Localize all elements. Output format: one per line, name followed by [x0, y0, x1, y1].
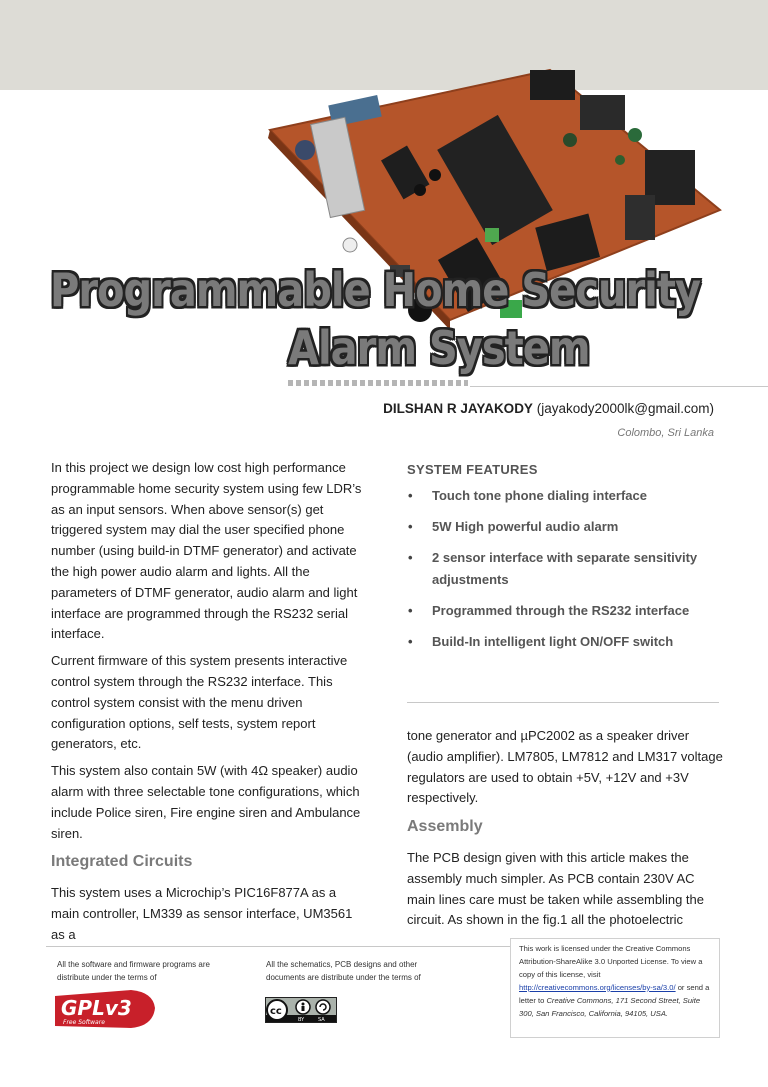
integrated-circuits-heading: Integrated Circuits	[51, 853, 193, 871]
firmware-paragraph: Current firmware of this system presents interactive control system through the RS232 interface. This control system consist with the menu driven configuration options, self tests, system report generators, etc.	[51, 653, 348, 752]
license-intro: This work is licensed under the Creative Commons Attribution-ShareAlike 3.0 Unported License. To view a copy of this license, visit	[519, 944, 703, 979]
title-line-2: Alarm System	[288, 322, 590, 376]
feature-item: • Build-In intelligent light ON/OFF switch	[407, 631, 719, 653]
assembly-paragraph: The PCB design given with this article makes the assembly much simpler. As PCB contain 230V AC main lines care must be taken while assembling the circuit. As shown in the fig.1 all the photoelectric	[407, 849, 704, 928]
author-line	[383, 401, 714, 416]
intro-paragraph: In this project we design low cost high performance programmable home security system using few LDR’s as an input sensors. When above sensor(s) get triggered system may dial the user specified phone number (using build-in DTMF generator) and activate the high power audio alarm and lights. All the parameters of DTMF generator, audio alarm and light interface are programmed through the RS232 serial interface.	[51, 460, 362, 642]
gpl-logo-subtext: Free Software	[63, 1019, 105, 1026]
system-features-box	[407, 462, 719, 662]
footer-divider	[46, 946, 510, 947]
license-box	[510, 938, 720, 1038]
gpl-logo	[53, 988, 157, 1030]
left-column	[51, 458, 363, 952]
license-or: or send a letter to	[519, 982, 710, 1005]
title-divider-line	[470, 386, 768, 387]
license-link[interactable]: http://creativecommons.org/licenses/by-sa/3.0/	[519, 982, 676, 992]
gpl-notice: All the software and firmware programs are distribute under the terms of	[57, 960, 210, 982]
cc-by-sa-logo	[265, 997, 337, 1023]
alarm-paragraph: This system also contain 5W (with 4Ω speaker) audio alarm with three selectable tone configurations, which include Police siren, Fire engine siren and Ambulance siren.	[51, 763, 361, 841]
cc-notice: All the schematics, PCB designs and other documents are distribute under the terms of	[266, 960, 421, 982]
author-location: Colombo, Sri Lanka	[617, 427, 714, 439]
title-divider-dots	[288, 380, 468, 386]
features-list	[407, 485, 719, 653]
feature-item: • 2 sensor interface with separate sensitivity adjustments	[407, 547, 719, 591]
features-divider	[407, 702, 719, 703]
assembly-heading: Assembly	[407, 818, 483, 836]
title-line-1: Programmable Home Security	[50, 264, 701, 318]
ic-continued-paragraph: tone generator and µPC2002 as a speaker driver (audio amplifier). LM7805, LM7812 and LM317 voltage regulators are used to obtain +5V, +12V and +3V respectively.	[407, 728, 723, 806]
right-column	[407, 726, 723, 937]
feature-item: • Programmed through the RS232 interface	[407, 600, 719, 622]
feature-item: • 5W High powerful audio alarm	[407, 516, 719, 538]
gpl-logo-text: GPLv3	[61, 996, 132, 1020]
ic-paragraph: This system uses a Microchip’s PIC16F877A as a main controller, LM339 as sensor interface, UM3561 as a	[51, 885, 353, 942]
author-email: (jayakody2000lk@gmail.com)	[536, 401, 714, 416]
features-heading: SYSTEM FEATURES	[407, 462, 538, 477]
author-name: DILSHAN R JAYAKODY	[383, 401, 533, 416]
cc-logo-by: BY	[298, 1017, 305, 1023]
feature-item: • Touch tone phone dialing interface	[407, 485, 719, 507]
svg-text:cc: cc	[270, 1006, 282, 1017]
cc-logo-sa: SA	[318, 1017, 325, 1023]
license-address: Creative Commons, 171 Second Street, Suite 300, San Francisco, California, 94105, USA.	[519, 995, 701, 1018]
